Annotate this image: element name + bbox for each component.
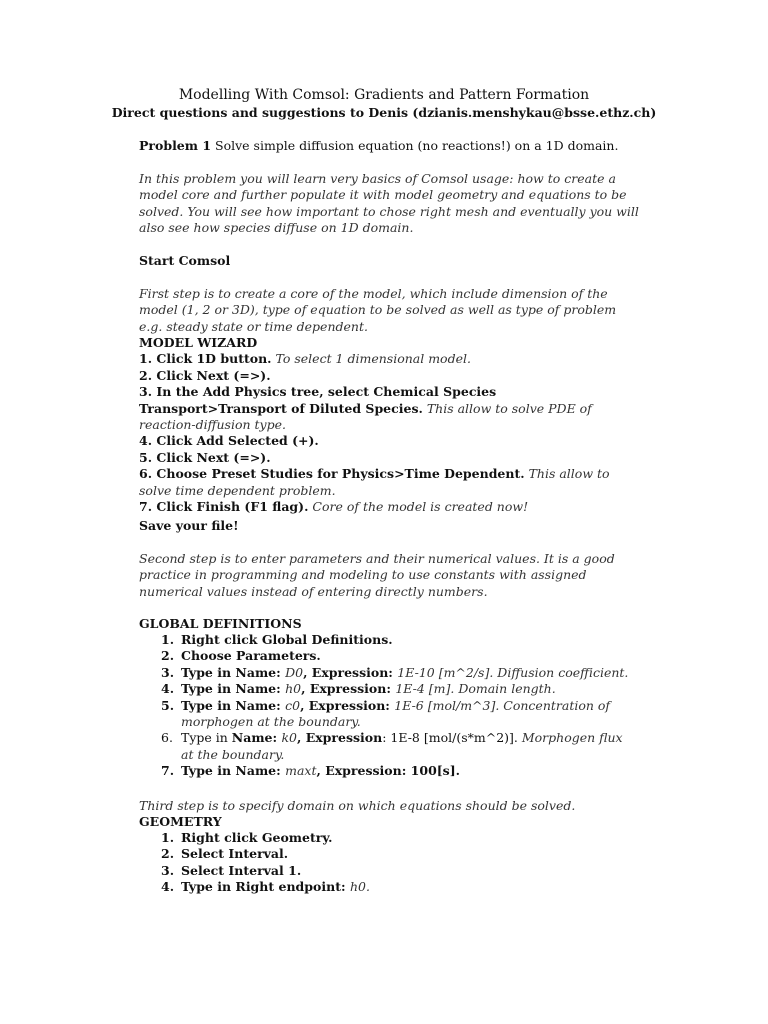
- model-wizard-list: [139, 351, 639, 515]
- list-item-number: 7.: [161, 763, 175, 779]
- wizard-step-action: 2. Click Next (=>).: [139, 367, 271, 383]
- list-item-text: Right click Geometry.: [181, 830, 333, 845]
- wizard-step: [139, 450, 639, 466]
- list-item: [139, 632, 639, 648]
- model-wizard-section: [139, 335, 639, 515]
- intro-paragraph: In this problem you will learn very basics of Comsol usage: how to create a model core and further populate it with model geometry and equations to be solved. You will see how important to chose right mesh and eventually you will also see how species diffuse on 1D domain.: [139, 171, 639, 236]
- problem-heading: [139, 138, 639, 154]
- list-item-number: 4.: [161, 879, 175, 895]
- list-item-text: Morphogen flux at the boundary.: [181, 730, 623, 762]
- step1-paragraph: First step is to create a core of the model, which include dimension of the model (1, 2 or 3D), type of equation to be solved as well as type of problem e.g. steady state or time dependent.: [139, 286, 617, 334]
- list-item-text: k0: [281, 730, 297, 746]
- wizard-step: [139, 384, 639, 433]
- start-comsol-heading: Start Comsol: [139, 253, 231, 268]
- list-item-number: 5.: [161, 697, 175, 713]
- list-item-text: Type in Name:: [181, 697, 286, 713]
- wizard-step-note: To select 1 dimensional model.: [271, 351, 471, 367]
- list-item-text: : 1E-8 [mol/(s*m^2)].: [382, 730, 522, 746]
- list-item-text: D0: [285, 664, 304, 680]
- list-item: [139, 863, 639, 879]
- global-definitions-list: [139, 632, 639, 780]
- list-item-number: 4.: [161, 681, 175, 697]
- wizard-step-action: 1. Click 1D button.: [139, 351, 272, 367]
- list-item: [139, 698, 639, 731]
- geometry-heading: GEOMETRY: [139, 814, 222, 829]
- step2-paragraph: Second step is to enter parameters and their numerical values. It is a good practice in programming and modeling to use constants with assigned numerical values instead of entering directly numbers.: [139, 551, 615, 599]
- global-definitions-heading: GLOBAL DEFINITIONS: [139, 616, 302, 631]
- list-item: [139, 665, 639, 681]
- list-item-text: Type in Name:: [181, 664, 286, 680]
- list-item-text: , Expression:: [300, 697, 395, 713]
- list-item: [139, 730, 639, 763]
- list-item: [139, 830, 639, 846]
- wizard-step: [139, 351, 639, 367]
- list-item-text: Type in Name:: [181, 681, 286, 697]
- list-item-text: Name:: [231, 730, 282, 746]
- wizard-step-note: This allow to solve PDE of reaction-diffusion type.: [139, 400, 592, 433]
- list-item-text: c0: [285, 697, 301, 713]
- list-item-text: h0: [285, 681, 302, 697]
- list-item-number: 1.: [161, 830, 175, 845]
- list-item: [139, 763, 639, 779]
- geometry-list: [139, 830, 639, 896]
- wizard-step-action: 3. In the Add Physics tree, select Chemical Species Transport>Transport of Diluted Species.: [139, 384, 497, 416]
- list-item-text: , Expression: 100[s].: [316, 763, 460, 779]
- list-item-text: Type in: [181, 730, 232, 746]
- list-item-number: 2.: [161, 648, 175, 664]
- document-title: Modelling With Comsol: Gradients and Pattern Formation: [178, 87, 590, 103]
- wizard-step: [139, 499, 639, 515]
- model-wizard-heading: MODEL WIZARD: [139, 335, 258, 350]
- list-item-number: 1.: [161, 632, 175, 647]
- wizard-step: [139, 368, 639, 384]
- list-item-text: 1E-6 [mol/m^3]. Concentration of morphogen at the boundary.: [181, 697, 611, 730]
- list-item: [139, 681, 639, 697]
- list-item-text: 1E-10 [m^2/s]. Diffusion coefficient.: [397, 664, 629, 680]
- list-item-text: Type in Name:: [181, 763, 286, 779]
- list-item: [139, 648, 639, 664]
- list-item-number: 2.: [161, 846, 175, 862]
- list-item-text: Right click Global Definitions.: [181, 632, 393, 647]
- wizard-step-action: 5. Click Next (=>).: [139, 449, 271, 465]
- list-item-text: , Expression: [297, 730, 383, 746]
- list-item-text: Choose Parameters.: [181, 648, 321, 664]
- wizard-step: [139, 433, 639, 449]
- list-item-text: Select Interval.: [181, 846, 289, 862]
- list-item-text: , Expression:: [301, 681, 396, 697]
- wizard-step: [139, 466, 639, 499]
- list-item-text: Type in Right endpoint:: [181, 879, 350, 895]
- list-item-text: , Expression:: [303, 664, 398, 680]
- problem-text: Solve simple diffusion equation (no reactions!) on a 1D domain.: [211, 138, 619, 153]
- step3-paragraph: Third step is to specify domain on which equations should be solved.: [139, 798, 576, 813]
- list-item-text: maxt: [285, 763, 317, 779]
- wizard-step-action: 6. Choose Preset Studies for Physics>Time Dependent.: [139, 466, 525, 482]
- wizard-step-note: This allow to solve time dependent problem.: [139, 466, 610, 498]
- list-item-text: Select Interval 1.: [181, 862, 302, 878]
- list-item-text: 1E-4 [m]. Domain length.: [395, 681, 556, 697]
- list-item-number: 6.: [161, 730, 173, 746]
- document-subtitle: Direct questions and suggestions to Denis (dzianis.menshykau@bsse.ethz.ch): [111, 105, 657, 120]
- save-file-note: Save your file!: [139, 518, 239, 533]
- list-item: [139, 846, 639, 862]
- wizard-step-action: 7. Click Finish (F1 flag).: [139, 499, 309, 515]
- problem-label: Problem 1: [139, 138, 212, 153]
- wizard-step-note: Core of the model is created now!: [308, 499, 529, 515]
- wizard-step-action: 4. Click Add Selected (+).: [139, 433, 319, 449]
- list-item-number: 3.: [161, 862, 175, 878]
- list-item-text: h0.: [349, 879, 370, 895]
- list-item: [139, 879, 639, 895]
- list-item-number: 3.: [161, 664, 175, 680]
